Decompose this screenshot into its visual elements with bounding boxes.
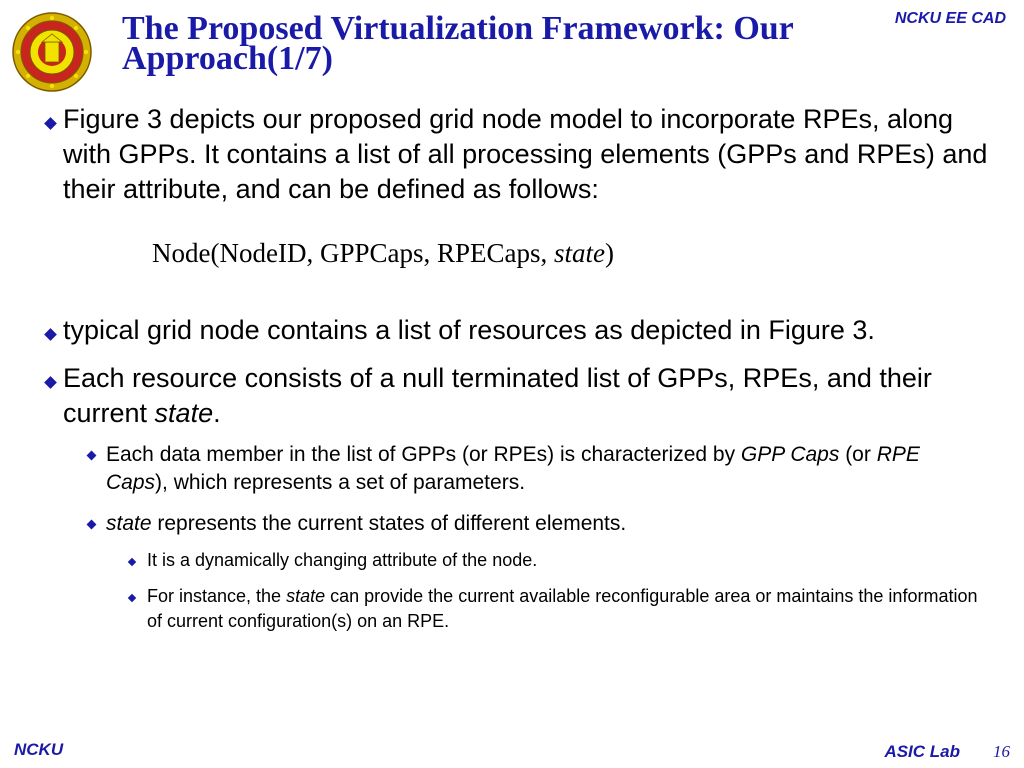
sub-bullet-caps: Each data member in the list of GPPs (or RPEs) is characterized by GPP Caps (or RPE Caps), which represents a set of parameters. [106,443,920,494]
ncku-seal-icon [12,12,92,92]
footer-org: NCKU [14,740,64,759]
bullet-grid-node-model: Figure 3 depicts our proposed grid node model to incorporate RPEs, along with GPPs. It contains a list of all processing elements (GPPs and RPEs) and their attribute, and can be defined as follows: [63,104,988,204]
diamond-bullet-icon [87,451,97,461]
diamond-bullet-icon [44,328,57,341]
sub-bullet-state: state represents the current states of different elements. [106,512,627,535]
org-tag: NCKU EE CAD [894,10,1006,27]
diamond-bullet-icon [44,117,57,130]
page-title: The Proposed Virtualization Framework: Our Approach(1/7) [122,10,794,77]
subsub-bullet-dynamic: It is a dynamically changing attribute of the node. [147,550,538,570]
diamond-bullet-icon [44,376,57,389]
subsub-bullet-instance: For instance, the state can provide the current available reconfigurable area or maintains the information of current configuration(s) on an RPE. [147,586,978,631]
node-formula: Node(NodeID, GPPCaps, RPECaps, state) [152,238,614,268]
diamond-bullet-icon [87,520,97,530]
diamond-bullet-icon [128,558,136,566]
bullet-resource-composition: Each resource consists of a null terminated list of GPPs, RPEs, and their current state. [63,363,932,428]
footer-lab: ASIC Lab [884,742,960,761]
diamond-bullet-icon [128,594,136,602]
page-number: 16 [993,742,1010,761]
bullet-resource-list: typical grid node contains a list of resources as depicted in Figure 3. [63,315,875,345]
